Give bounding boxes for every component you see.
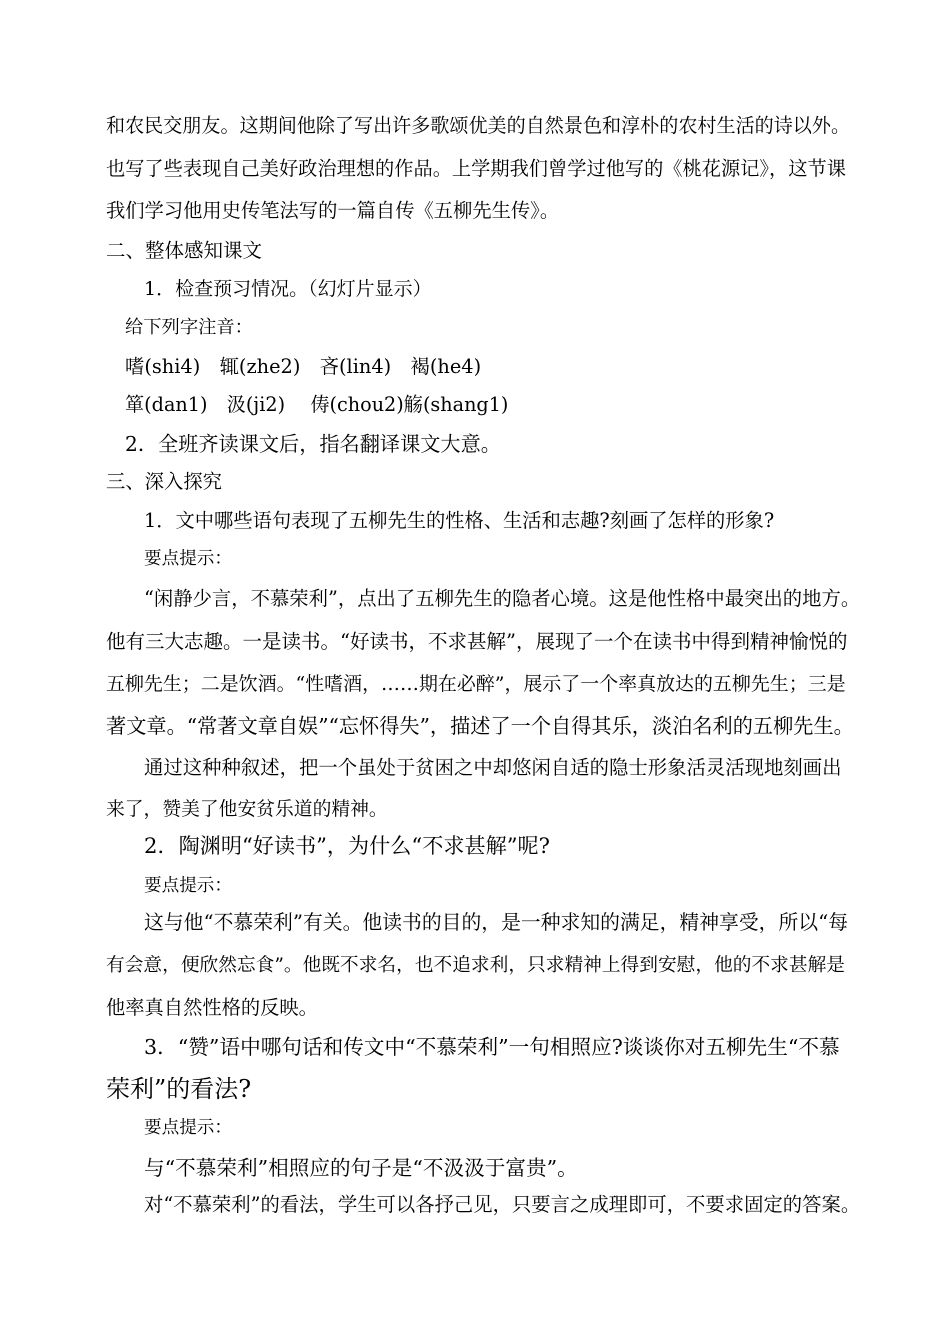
text-line: 1．检查预习情况。（幻灯片显示） <box>144 278 432 300</box>
text-line: 给下列字注音： <box>125 317 253 338</box>
text-line: 五柳先生；二是饮酒。“性嗜酒，……期在必醉”，展示了一个率真放达的五柳先生；三是 <box>106 673 846 695</box>
text-line: 要点提示： <box>144 876 232 896</box>
text-line: 来了，赞美了他安贫乐道的精神。 <box>106 799 388 820</box>
text-line: 要点提示： <box>144 1118 232 1138</box>
text-line: 他率真自然性格的反映。 <box>106 996 318 1019</box>
text-line: 要点提示： <box>144 549 232 569</box>
text-line: 著文章。“常著文章自娱”“忘怀得失”，描述了一个自得其乐，淡泊名利的五柳先生。 <box>106 714 854 738</box>
text-line: 我们学习他用史传笔法写的一篇自传《五柳先生传》。 <box>106 199 560 222</box>
text-line: 有会意，便欣然忘食”。他既不求名，也不追求利，只求精神上得到安慰，他的不求甚解是 <box>106 955 845 976</box>
text-line: 与“不慕荣利”相照应的句子是“不汲汲于富贵”。 <box>144 1156 578 1180</box>
text-line: 通过这种种叙述，把一个虽处于贫困之中却悠闲自适的隐士形象活灵活现地刻画出 <box>144 756 842 779</box>
section-heading: 二、整体感知课文 <box>106 239 263 262</box>
section-heading: 三、深入探究 <box>106 470 222 493</box>
text-line: 嗜(shi4) 辄(zhe2) 吝(lin4) 褐(he4) <box>125 355 482 378</box>
text-line: 箪(dan1) 汲(ji2) 俦(chou2)觞(shang1) <box>125 393 509 416</box>
text-line: 和农民交朋友。这期间他除了写出许多歌颂优美的自然景色和淳朴的农村生活的诗以外。 <box>106 115 851 137</box>
text-line: 荣利”的看法? <box>106 1075 252 1103</box>
text-line: 1．文中哪些语句表现了五柳先生的性格、生活和志趣?刻画了怎样的形象? <box>144 509 775 532</box>
text-line: “闲静少言，不慕荣利”，点出了五柳先生的隐者心境。这是他性格中最突出的地方。 <box>144 587 861 610</box>
text-line: 他有三大志趣。一是读书。“好读书，不求甚解”，展现了一个在读书中得到精神愉悦的 <box>106 630 848 653</box>
text-line: 这与他“不慕荣利”有关。他读书的目的，是一种求知的满足，精神享受，所以“每 <box>144 911 849 934</box>
text-line: 也写了些表现自己美好政治理想的作品。上学期我们曾学过他写的《桃花源记》，这节课 <box>106 157 846 180</box>
text-line: 3．“赞”语中哪句话和传文中“不慕荣利”一句相照应?谈谈你对五柳先生“不慕 <box>144 1035 840 1059</box>
text-line: 对“不慕荣利”的看法，学生可以各抒己见，只要言之成理即可，不要求固定的答案。 <box>144 1193 861 1216</box>
text-line: 2．全班齐读课文后，指名翻译课文大意。 <box>125 432 501 456</box>
text-line: 2．陶渊明“好读书”，为什么“不求甚解”呢? <box>144 833 550 858</box>
